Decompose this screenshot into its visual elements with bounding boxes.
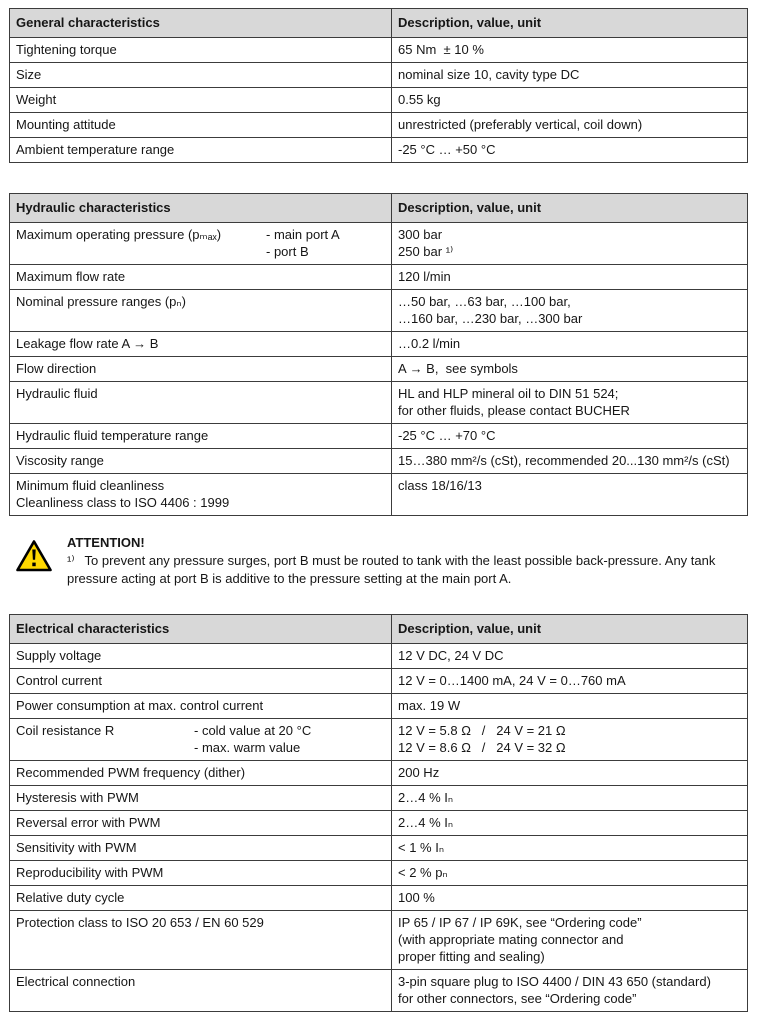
characteristic-label: Coil resistance R - cold value at 20 °C - max. warm value <box>10 719 392 761</box>
characteristic-value: -25 °C … +70 °C <box>392 424 748 449</box>
table-header-row <box>10 615 748 644</box>
spacer <box>9 163 748 193</box>
attention-body <box>67 552 741 588</box>
electrical-characteristics-table <box>9 614 748 1012</box>
table-row <box>10 265 748 290</box>
table-row <box>10 332 748 357</box>
characteristic-value: 100 % <box>392 886 748 911</box>
electrical-characteristics-section <box>9 614 748 1012</box>
characteristic-label: Sensitivity with PWM <box>10 836 392 861</box>
general-characteristics-section <box>9 8 748 163</box>
table-row <box>10 911 748 970</box>
table-row <box>10 357 748 382</box>
characteristic-value: …0.2 l/min <box>392 332 748 357</box>
characteristic-value: < 2 % pₙ <box>392 861 748 886</box>
table-row <box>10 424 748 449</box>
characteristic-value: …50 bar, …63 bar, …100 bar, …160 bar, …230 bar, …300 bar <box>392 290 748 332</box>
characteristic-value: 15…380 mm²/s (cSt), recommended 20...130 mm²/s (cSt) <box>392 449 748 474</box>
spacer <box>9 588 748 614</box>
hydraulic-characteristics-section <box>9 193 748 516</box>
table-row <box>10 382 748 424</box>
characteristic-value: HL and HLP mineral oil to DIN 51 524; for other fluids, please contact BUCHER <box>392 382 748 424</box>
table-row <box>10 88 748 113</box>
general-characteristics-table <box>9 8 748 163</box>
characteristic-label: Hydraulic fluid temperature range <box>10 424 392 449</box>
table-row <box>10 719 748 761</box>
characteristic-label: Viscosity range <box>10 449 392 474</box>
characteristic-value: 12 V DC, 24 V DC <box>392 644 748 669</box>
characteristic-label: Maximum flow rate <box>10 265 392 290</box>
attention-text: To prevent any pressure surges, port B must be routed to tank with the least possible back-pressure. Any tank pressure acting at port B is additive to the pressure setting at the main port A. <box>67 553 716 586</box>
characteristic-label: Tightening torque <box>10 38 392 63</box>
characteristic-label: Weight <box>10 88 392 113</box>
characteristic-value: 200 Hz <box>392 761 748 786</box>
table-row <box>10 970 748 1012</box>
characteristic-value: 3-pin square plug to ISO 4400 / DIN 43 650 (standard) for other connectors, see “Ordering code” <box>392 970 748 1012</box>
table-value-header: Description, value, unit <box>392 9 748 38</box>
table-row <box>10 223 748 265</box>
hydraulic-characteristics-table <box>9 193 748 516</box>
attention-title: ATTENTION! <box>67 535 145 550</box>
characteristic-sublabels: - main port A - port B <box>266 227 340 259</box>
characteristic-label: Flow direction <box>10 357 392 382</box>
characteristic-value: 12 V = 5.8 Ω / 24 V = 21 Ω 12 V = 8.6 Ω / 24 V = 32 Ω <box>392 719 748 761</box>
attention-note <box>15 534 741 588</box>
table-row <box>10 63 748 88</box>
table-row <box>10 761 748 786</box>
table-row <box>10 861 748 886</box>
characteristic-label: Reversal error with PWM <box>10 811 392 836</box>
table-value-header: Description, value, unit <box>392 615 748 644</box>
table-title: Hydraulic characteristics <box>10 194 392 223</box>
table-header-row <box>10 194 748 223</box>
table-row <box>10 786 748 811</box>
characteristic-label: Protection class to ISO 20 653 / EN 60 529 <box>10 911 392 970</box>
characteristic-sublabels: - cold value at 20 °C - max. warm value <box>194 723 312 755</box>
table-row <box>10 38 748 63</box>
characteristic-value: unrestricted (preferably vertical, coil down) <box>392 113 748 138</box>
characteristic-label: Electrical connection <box>10 970 392 1012</box>
characteristic-value: 12 V = 0…1400 mA, 24 V = 0…760 mA <box>392 669 748 694</box>
characteristic-label: Recommended PWM frequency (dither) <box>10 761 392 786</box>
characteristic-value: A → B, see symbols <box>392 357 748 382</box>
characteristic-label: Hysteresis with PWM <box>10 786 392 811</box>
characteristic-value: 300 bar 250 bar ¹⁾ <box>392 223 748 265</box>
table-header-row <box>10 9 748 38</box>
table-value-header: Description, value, unit <box>392 194 748 223</box>
spacer <box>9 516 748 534</box>
characteristic-label: Power consumption at max. control current <box>10 694 392 719</box>
table-row <box>10 836 748 861</box>
characteristic-label: Mounting attitude <box>10 113 392 138</box>
characteristic-label: Reproducibility with PWM <box>10 861 392 886</box>
table-row <box>10 811 748 836</box>
table-row <box>10 113 748 138</box>
table-row <box>10 694 748 719</box>
footnote-marker: ¹⁾ <box>67 553 75 568</box>
table-row <box>10 290 748 332</box>
characteristic-label: Relative duty cycle <box>10 886 392 911</box>
table-row <box>10 886 748 911</box>
warning-triangle-icon <box>15 539 53 573</box>
table-title: Electrical characteristics <box>10 615 392 644</box>
table-row <box>10 474 748 516</box>
characteristic-value: < 1 % Iₙ <box>392 836 748 861</box>
characteristic-label: Nominal pressure ranges (pₙ) <box>10 290 392 332</box>
characteristic-label: Maximum operating pressure (pₘₐₓ) - main port A - port B <box>10 223 392 265</box>
characteristic-value: nominal size 10, cavity type DC <box>392 63 748 88</box>
characteristic-label: Leakage flow rate A → B <box>10 332 392 357</box>
characteristic-value: 65 Nm ± 10 % <box>392 38 748 63</box>
table-title: General characteristics <box>10 9 392 38</box>
attention-text-block <box>67 534 741 588</box>
table-row <box>10 669 748 694</box>
characteristic-label: Control current <box>10 669 392 694</box>
characteristic-label: Minimum fluid cleanliness Cleanliness class to ISO 4406 : 1999 <box>10 474 392 516</box>
table-row <box>10 644 748 669</box>
characteristic-label: Ambient temperature range <box>10 138 392 163</box>
characteristic-value: 2…4 % Iₙ <box>392 811 748 836</box>
characteristic-value: 2…4 % Iₙ <box>392 786 748 811</box>
table-row <box>10 138 748 163</box>
characteristic-value: IP 65 / IP 67 / IP 69K, see “Ordering code” (with appropriate mating connector and proper fitting and sealing) <box>392 911 748 970</box>
characteristic-value: -25 °C … +50 °C <box>392 138 748 163</box>
characteristic-label: Size <box>10 63 392 88</box>
table-row <box>10 449 748 474</box>
characteristic-value: class 18/16/13 <box>392 474 748 516</box>
characteristic-value: max. 19 W <box>392 694 748 719</box>
characteristic-label: Hydraulic fluid <box>10 382 392 424</box>
characteristic-value: 0.55 kg <box>392 88 748 113</box>
characteristic-label: Supply voltage <box>10 644 392 669</box>
characteristic-value: 120 l/min <box>392 265 748 290</box>
